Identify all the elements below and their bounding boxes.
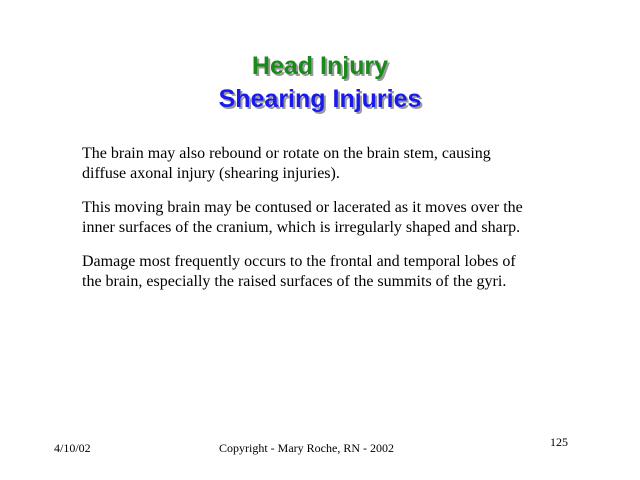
slide-title: Head Injury [251,52,389,80]
page-number: 125 [550,435,568,449]
slide-subtitle: Shearing Injuries [218,85,422,113]
title-block [0,50,640,116]
paragraph-3: Damage most frequently occurs to the frontal and temporal lobes of the brain, especially the raised surfaces of the summits of the gyri. [82,253,516,290]
paragraph-1: The brain may also rebound or rotate on the brain stem, causing diffuse axonal injury (shearing injuries). [82,145,491,182]
footer-date: 4/10/02 [54,441,91,455]
footer-copyright: Copyright - Mary Roche, RN - 2002 [219,441,394,455]
paragraph-2: This moving brain may be contused or lacerated as it moves over the inner surfaces of the cranium, which is irregularly shaped and sharp. [82,199,523,236]
body-text [82,144,582,306]
